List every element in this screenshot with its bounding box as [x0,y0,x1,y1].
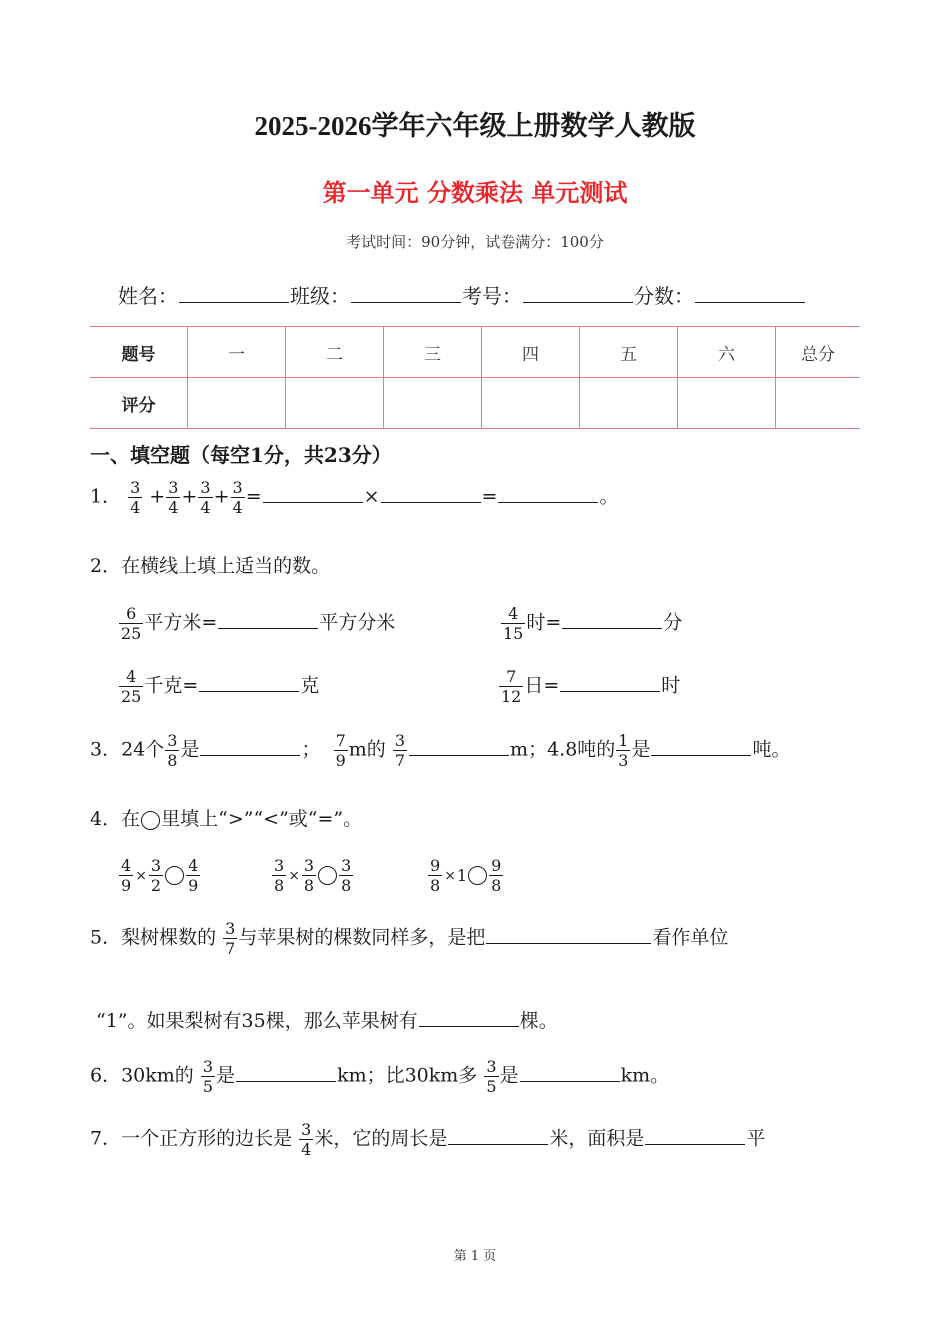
answer-blank[interactable] [651,739,751,756]
question-7 [90,1120,765,1159]
text-segment: 3 [130,478,141,497]
text-segment: 8 [167,751,178,770]
fraction [616,731,630,770]
answer-blank[interactable] [263,486,363,503]
fraction [334,731,348,770]
text-segment: km；比30km多 [337,1064,478,1087]
exam-number-field[interactable] [523,286,633,303]
text-segment: 30km的 [121,1064,194,1087]
text-segment: 4 [188,856,199,875]
text-segment: 8 [491,876,502,895]
score-cell[interactable] [384,378,482,429]
question-5 [90,919,728,958]
text-segment: 5 [202,1077,214,1096]
text-segment: 7 [335,731,346,750]
text-segment: 平 [746,1127,766,1150]
text-segment: 3 [301,1120,312,1139]
answer-blank[interactable] [381,486,481,503]
question-2-item [498,667,680,706]
question-4-item [118,856,201,895]
answer-blank[interactable] [520,1065,620,1082]
text-segment: 页 [483,1249,497,1264]
text-segment: 4 [200,498,211,517]
question-1 [90,478,618,517]
answer-blank[interactable] [562,612,662,629]
text-segment: 25 [121,624,142,643]
question-5-line2 [96,1006,558,1033]
text-segment: 是 [216,1064,236,1087]
text-segment: × [363,485,380,508]
answer-blank[interactable] [560,675,660,692]
text-segment: 。 [599,485,619,508]
text-segment: 9 [491,856,502,875]
student-info-row [118,280,806,309]
text-segment: 3 [274,856,285,875]
text-segment: 3 [394,731,406,750]
class-label: 班级： [290,286,350,308]
table-header-cell: 题号 [90,327,188,378]
text-segment: 2 [150,876,162,895]
text-segment: 2． [90,555,122,577]
column-label: 一 [188,327,286,378]
text-segment: 4 [501,604,525,624]
fraction [119,856,133,895]
text-segment: 分 [663,611,683,634]
fraction [484,1057,498,1096]
text-segment: 12 [501,687,522,706]
text-segment: 3 [618,751,629,770]
text-segment: 是 [180,738,200,761]
text-segment: 3 [225,919,236,938]
page-title: 2025-2026学年六年级上册数学人教版 [254,111,696,141]
text-segment: 7 [225,939,236,958]
column-label: 四 [482,327,580,378]
compare-circle[interactable] [165,866,184,885]
fraction [302,856,316,895]
text-segment: 6． [90,1064,122,1087]
fraction [166,478,180,517]
fraction [499,667,523,706]
text-segment: 第 [453,1249,467,1264]
text-segment: × [288,867,300,884]
text-segment: 在 [121,808,141,830]
fraction [201,1057,215,1096]
fraction [428,856,442,895]
question-3 [90,731,791,770]
fraction [149,856,163,895]
score-cell[interactable] [482,378,580,429]
column-label: 六 [678,327,776,378]
fraction [165,731,179,770]
column-label: 总分 [776,327,861,378]
text-segment: 是 [499,1064,519,1087]
text-segment: 25 [121,687,142,706]
answer-blank[interactable] [218,612,318,629]
fraction [339,856,353,895]
score-cell[interactable] [678,378,776,429]
fraction [119,604,143,643]
fraction [128,478,142,517]
text-segment: 米，面积是 [549,1127,645,1150]
answer-blank[interactable] [486,927,651,944]
score-cell[interactable] [580,378,678,429]
score-table [90,326,860,429]
text-segment: 8 [303,876,315,895]
answer-blank[interactable] [419,1010,519,1027]
compare-circle[interactable] [318,866,337,885]
fraction [186,856,200,895]
page-subtitle: 第一单元 分数乘法 单元测试 [322,178,628,207]
compare-circle[interactable] [468,866,487,885]
table-row [90,378,860,429]
fraction [223,919,237,958]
score-label: 分数： [634,286,694,308]
text-segment: 千克= [144,674,199,697]
question-6 [90,1057,669,1096]
text-segment: 24个 [121,738,165,761]
text-segment: 看作单位 [652,926,729,949]
score-field[interactable] [695,286,805,303]
text-segment: 与苹果树的棵数同样多，是把 [238,926,486,949]
text-segment: 棵。 [519,1010,558,1032]
text-segment: 3 [200,478,211,497]
answer-blank[interactable] [236,1065,336,1082]
exam-info: 考试时间：90分钟，试卷满分：100分 [346,233,604,251]
text-segment: 3 [150,856,162,875]
text-segment: 4 [301,1140,312,1159]
text-segment: 里填上“>”“<”或“=”。 [161,808,363,830]
text-segment: 9 [335,751,346,770]
text-segment: m；4.8吨的 [510,738,616,761]
score-cell[interactable] [286,378,384,429]
text-segment: 克 [300,674,320,697]
text-segment: + [181,485,198,508]
text-segment: km。 [620,1064,670,1087]
question-2-item [118,667,319,706]
text-segment: 4 [232,498,243,517]
exam-number-label: 考号： [462,286,522,308]
text-segment: 3 [303,856,315,875]
text-segment: 8 [430,876,441,895]
text-segment: m的 [348,738,386,761]
text-segment: 3 [232,478,243,497]
text-segment: 3 [202,1057,214,1076]
answer-blank[interactable] [199,675,299,692]
question-4-item [427,856,504,895]
answer-blank[interactable] [448,1128,548,1145]
score-cell[interactable] [776,378,861,429]
text-segment: 一个正方形的边长是 [121,1127,293,1150]
text-segment: 15 [503,624,524,643]
question-4 [90,804,362,831]
text-segment: 8 [341,876,352,895]
question-2 [90,551,330,578]
fraction [198,478,212,517]
text-segment: 7． [90,1127,122,1150]
text-segment: 4 [168,498,179,517]
text-segment: 5． [90,926,122,949]
text-segment: 日= [524,674,560,697]
text-segment: 9 [430,856,441,875]
text-segment: + [149,485,166,508]
text-segment: “1”。如果梨树有35棵，那么苹果树有 [96,1010,418,1032]
text-segment: 1． [90,485,122,508]
answer-blank[interactable] [498,486,598,503]
fraction [299,1120,313,1159]
text-segment: 6 [119,604,143,624]
text-segment: 3 [486,1057,497,1076]
text-segment: 4． [90,808,122,830]
page-number: 1 [470,1249,480,1264]
fraction [119,667,143,706]
text-segment: 4 [130,498,141,517]
text-segment: × [444,867,456,884]
text-segment: 3 [168,478,179,497]
text-segment: 吨。 [752,738,791,761]
question-2-item [500,604,682,643]
circle-icon [141,811,160,830]
fraction [393,731,407,770]
text-segment: ； [301,738,321,761]
text-segment: 1 [618,731,629,750]
fraction [489,856,503,895]
fraction [231,478,245,517]
answer-blank[interactable] [409,739,509,756]
fraction [501,604,525,643]
table-header-cell: 评分 [90,378,188,429]
text-segment: 7 [499,667,523,687]
text-segment: 3 [341,856,352,875]
class-field[interactable] [351,286,461,303]
text-segment: 平方分米 [319,611,396,634]
text-segment: 米，它的周长是 [314,1127,448,1150]
text-segment: 是 [631,738,651,761]
text-segment: 7 [394,751,406,770]
name-field[interactable] [179,286,289,303]
page-footer [0,1245,950,1264]
score-cell[interactable] [188,378,286,429]
name-label: 姓名： [118,286,178,308]
question-4-item [271,856,354,895]
text-segment: 3． [90,738,122,761]
fraction [272,856,286,895]
text-segment: 时= [526,611,562,634]
text-segment: 8 [274,876,285,895]
text-segment: × [135,867,147,884]
text-segment: 9 [188,876,199,895]
text-segment: 3 [167,731,178,750]
section-heading: 一、填空题（每空1分，共23分） [90,443,392,467]
column-label: 五 [580,327,678,378]
text-segment: 4 [121,856,132,875]
text-segment: + [213,485,230,508]
text-segment: 1 [456,866,468,885]
text-segment: = [481,485,498,508]
text-segment: 在横线上填上适当的数。 [121,555,331,577]
answer-blank[interactable] [200,739,300,756]
table-row [90,327,860,378]
text-segment: = [245,485,262,508]
text-segment: 4 [119,667,143,687]
column-label: 三 [384,327,482,378]
column-label: 二 [286,327,384,378]
answer-blank[interactable] [645,1128,745,1145]
text-segment: 5 [486,1077,497,1096]
text-segment: 平方米= [144,611,218,634]
text-segment: 时 [661,674,681,697]
text-segment: 梨树棵数的 [121,926,217,949]
text-segment: 9 [121,876,132,895]
question-2-item [118,604,395,643]
